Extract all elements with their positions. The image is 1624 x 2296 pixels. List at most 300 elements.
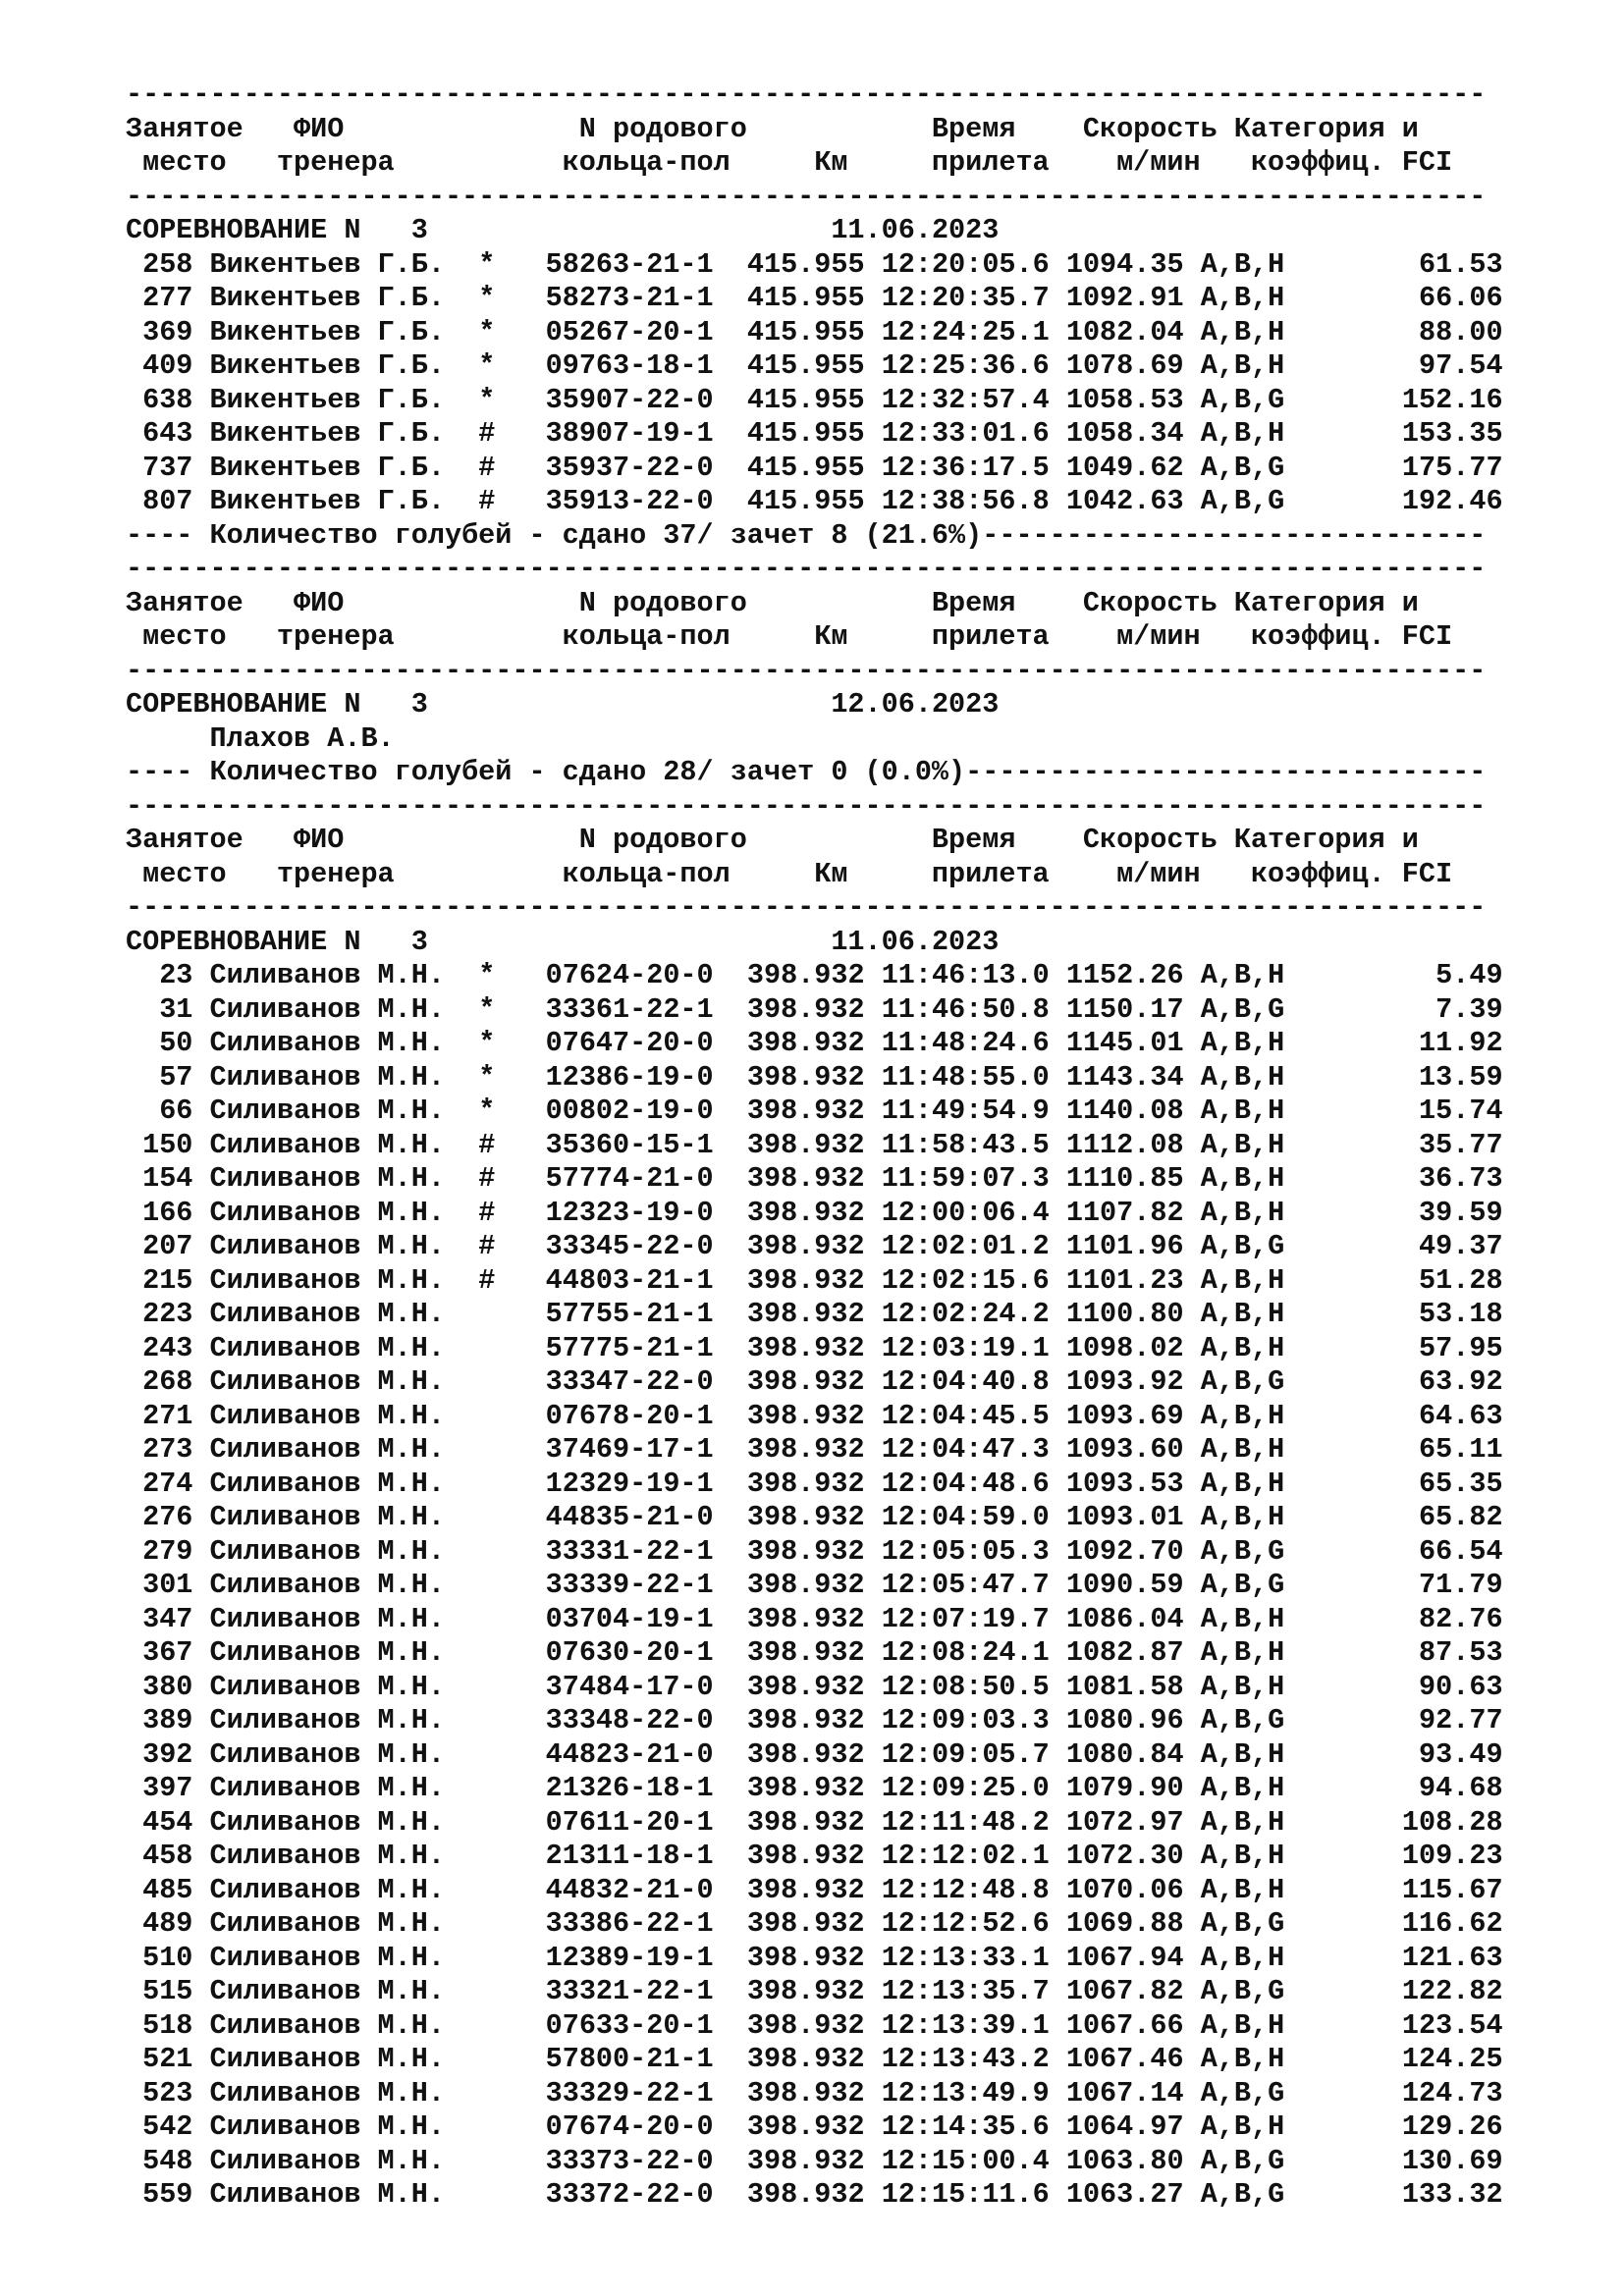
result-row xyxy=(126,1061,1503,1095)
distance-km: 398.932 xyxy=(746,1196,865,1229)
distance-km: 398.932 xyxy=(746,1230,865,1262)
fci-coefficient: 63.92 xyxy=(1318,1365,1503,1398)
category: A,B,G xyxy=(1200,1704,1319,1736)
arrival-time: 12:09:03.3 xyxy=(881,1704,1050,1736)
mark: * xyxy=(478,247,496,281)
ring-number: 12329-19-1 xyxy=(545,1467,714,1500)
fci-coefficient: 65.82 xyxy=(1318,1501,1503,1533)
result-row xyxy=(126,993,1503,1028)
place: 515 xyxy=(126,1975,193,2007)
speed: 1107.82 xyxy=(1065,1196,1184,1229)
result-row xyxy=(126,1907,1503,1942)
distance-km: 398.932 xyxy=(746,2008,865,2042)
ring-number: 57775-21-1 xyxy=(545,1331,714,1364)
distance-km: 398.932 xyxy=(746,1399,865,1432)
distance-km: 415.955 xyxy=(746,315,865,348)
place: 559 xyxy=(126,2178,193,2211)
competition-title: СОРЕВНОВАНИЕ N 3 xyxy=(126,688,428,721)
ring-number: 33347-22-0 xyxy=(545,1365,714,1398)
result-row xyxy=(126,1874,1503,1908)
category: A,B,H xyxy=(1200,1467,1319,1500)
trainer-name: Силиванов М.Н. xyxy=(209,1128,462,1161)
distance-km: 398.932 xyxy=(746,1501,865,1533)
category: A,B,H xyxy=(1200,959,1319,991)
fci-coefficient: 97.54 xyxy=(1318,349,1503,382)
category: A,B,G xyxy=(1200,485,1319,517)
ring-number: 35913-22-0 xyxy=(545,485,714,517)
ring-number: 57800-21-1 xyxy=(545,2043,714,2075)
arrival-time: 12:09:25.0 xyxy=(881,1772,1050,1804)
ring-number: 44832-21-0 xyxy=(545,1873,714,1906)
distance-km: 398.932 xyxy=(746,2110,865,2143)
arrival-time: 12:04:48.6 xyxy=(881,1467,1050,1500)
speed: 1094.35 xyxy=(1065,247,1184,281)
arrival-time: 12:03:19.1 xyxy=(881,1331,1050,1364)
fci-coefficient: 49.37 xyxy=(1318,1230,1503,1262)
arrival-time: 12:02:24.2 xyxy=(881,1298,1050,1330)
trainer-name: Силиванов М.Н. xyxy=(209,1467,462,1500)
place: 258 xyxy=(126,247,193,281)
distance-km: 398.932 xyxy=(746,1737,865,1771)
fci-coefficient: 124.25 xyxy=(1318,2043,1503,2075)
place: 273 xyxy=(126,1433,193,1466)
speed: 1101.96 xyxy=(1065,1230,1184,1262)
ring-number: 33372-22-0 xyxy=(545,2178,714,2211)
category: A,B,H xyxy=(1200,1501,1319,1533)
competition-date: 11.06.2023 xyxy=(831,214,1000,246)
mark xyxy=(478,1298,495,1330)
category: A,B,H xyxy=(1200,349,1319,382)
distance-km: 398.932 xyxy=(746,1128,865,1161)
place: 643 xyxy=(126,417,193,450)
category: A,B,G xyxy=(1200,1230,1319,1262)
distance-km: 398.932 xyxy=(746,1060,865,1094)
category: A,B,H xyxy=(1200,1737,1319,1771)
arrival-time: 12:20:35.7 xyxy=(881,282,1050,314)
trainer-name: Силиванов М.Н. xyxy=(209,2110,462,2143)
distance-km: 398.932 xyxy=(746,1873,865,1906)
ring-number: 05267-20-1 xyxy=(545,315,714,348)
ring-number: 07674-20-0 xyxy=(545,2110,714,2143)
fci-coefficient: 82.76 xyxy=(1318,1602,1503,1635)
trainer-name: Силиванов М.Н. xyxy=(209,1737,462,1771)
ring-number: 33373-22-0 xyxy=(545,2144,714,2177)
arrival-time: 12:13:39.1 xyxy=(881,2008,1050,2042)
arrival-time: 11:58:43.5 xyxy=(881,1128,1050,1161)
speed: 1093.60 xyxy=(1065,1433,1184,1466)
distance-km: 398.932 xyxy=(746,1840,865,1872)
fci-coefficient: 94.68 xyxy=(1318,1772,1503,1804)
ring-number: 57774-21-0 xyxy=(545,1162,714,1195)
trainer-name: Силиванов М.Н. xyxy=(209,1433,462,1466)
category: A,B,H xyxy=(1200,1263,1319,1297)
trainer-name: Викентьев Г.Б. xyxy=(209,451,462,484)
place: 638 xyxy=(126,383,193,416)
category: A,B,G xyxy=(1200,2178,1319,2211)
results-report xyxy=(126,79,1503,2213)
competition-line xyxy=(126,688,1503,722)
result-row xyxy=(126,2077,1503,2111)
fci-coefficient: 153.35 xyxy=(1318,417,1503,450)
category: A,B,H xyxy=(1200,1873,1319,1906)
fci-coefficient: 130.69 xyxy=(1318,2144,1503,2177)
distance-km: 398.932 xyxy=(746,1975,865,2007)
trainer-name: Силиванов М.Н. xyxy=(209,1975,462,2007)
result-row xyxy=(126,1501,1503,1535)
trainer-name: Силиванов М.Н. xyxy=(209,1230,462,1262)
ring-number: 33339-22-1 xyxy=(545,1569,714,1601)
result-row xyxy=(126,2145,1503,2179)
mark xyxy=(478,1907,495,1940)
category: A,B,H xyxy=(1200,1060,1319,1094)
place: 276 xyxy=(126,1501,193,1533)
arrival-time: 12:32:57.4 xyxy=(881,383,1050,416)
ring-number: 33321-22-1 xyxy=(545,1975,714,2007)
ring-number: 33329-22-1 xyxy=(545,2076,714,2109)
fci-coefficient: 133.32 xyxy=(1318,2178,1503,2211)
ring-number: 21311-18-1 xyxy=(545,1840,714,1872)
ring-number: 35937-22-0 xyxy=(545,451,714,484)
distance-km: 398.932 xyxy=(746,1805,865,1839)
arrival-time: 11:46:50.8 xyxy=(881,992,1050,1026)
summary-line: ---- Количество голубей - сдано 37/ зачет 8 (21.6%)------------------------------ xyxy=(126,518,1487,552)
distance-km: 398.932 xyxy=(746,1941,865,1974)
mark xyxy=(478,2009,495,2042)
place: 369 xyxy=(126,315,193,348)
speed: 1152.26 xyxy=(1065,959,1184,991)
speed: 1080.84 xyxy=(1065,1737,1184,1771)
ring-number: 12323-19-0 xyxy=(545,1196,714,1229)
distance-km: 415.955 xyxy=(746,383,865,416)
speed: 1064.97 xyxy=(1065,2110,1184,2143)
result-row xyxy=(126,417,1503,452)
arrival-time: 12:04:45.5 xyxy=(881,1399,1050,1432)
ring-number: 33386-22-1 xyxy=(545,1907,714,1940)
trainer-name: Силиванов М.Н. xyxy=(209,1331,462,1364)
trainer-name: Силиванов М.Н. xyxy=(209,2144,462,2177)
speed: 1093.53 xyxy=(1065,1467,1184,1500)
speed: 1067.82 xyxy=(1065,1975,1184,2007)
category: A,B,H xyxy=(1200,247,1319,281)
result-row xyxy=(126,384,1503,418)
fci-coefficient: 87.53 xyxy=(1318,1636,1503,1669)
category: A,B,H xyxy=(1200,1027,1319,1059)
fci-coefficient: 124.73 xyxy=(1318,2076,1503,2109)
mark xyxy=(478,2043,495,2075)
fci-coefficient: 65.11 xyxy=(1318,1433,1503,1466)
speed: 1067.14 xyxy=(1065,2076,1184,2109)
speed: 1090.59 xyxy=(1065,1569,1184,1601)
arrival-time: 12:07:19.7 xyxy=(881,1602,1050,1635)
trainer-name: Силиванов М.Н. xyxy=(209,1636,462,1669)
place: 277 xyxy=(126,282,193,314)
mark: * xyxy=(478,1027,496,1059)
mark xyxy=(478,1704,495,1736)
speed: 1049.62 xyxy=(1065,451,1184,484)
distance-km: 415.955 xyxy=(746,485,865,517)
divider: --------------------------------------------------------------------------------- xyxy=(126,654,1487,687)
speed: 1058.53 xyxy=(1065,383,1184,416)
mark xyxy=(478,1400,495,1432)
category: A,B,H xyxy=(1200,1433,1319,1466)
place: 66 xyxy=(126,1095,193,1127)
arrival-time: 12:02:15.6 xyxy=(881,1263,1050,1297)
fci-coefficient: 57.95 xyxy=(1318,1331,1503,1364)
fci-coefficient: 109.23 xyxy=(1318,1840,1503,1872)
category: A,B,H xyxy=(1200,2008,1319,2042)
divider: --------------------------------------------------------------------------------- xyxy=(126,789,1487,823)
mark: * xyxy=(478,1095,496,1127)
speed: 1067.94 xyxy=(1065,1941,1184,1974)
arrival-time: 12:11:48.2 xyxy=(881,1805,1050,1839)
fci-coefficient: 90.63 xyxy=(1318,1670,1503,1703)
trainer-name: Викентьев Г.Б. xyxy=(209,315,462,348)
result-row xyxy=(126,349,1503,384)
result-row xyxy=(126,1840,1503,1874)
category: A,B,H xyxy=(1200,1399,1319,1432)
place: 154 xyxy=(126,1162,193,1195)
place: 274 xyxy=(126,1467,193,1500)
trainer-name: Силиванов М.Н. xyxy=(209,1263,462,1297)
mark: * xyxy=(478,1060,496,1094)
trainer-name: Силиванов М.Н. xyxy=(209,1501,462,1533)
distance-km: 398.932 xyxy=(746,1772,865,1804)
distance-km: 398.932 xyxy=(746,2144,865,2177)
category: A,B,H xyxy=(1200,315,1319,348)
category: A,B,H xyxy=(1200,417,1319,450)
fci-coefficient: 66.54 xyxy=(1318,1534,1503,1568)
place: 521 xyxy=(126,2043,193,2075)
mark xyxy=(478,2110,495,2143)
distance-km: 398.932 xyxy=(746,2043,865,2075)
category: A,B,H xyxy=(1200,2110,1319,2143)
distance-km: 398.932 xyxy=(746,992,865,1026)
place: 737 xyxy=(126,451,193,484)
ring-number: 44823-21-0 xyxy=(545,1737,714,1771)
arrival-time: 12:05:47.7 xyxy=(881,1569,1050,1601)
trainer-name: Викентьев Г.Б. xyxy=(209,349,462,382)
distance-km: 398.932 xyxy=(746,1534,865,1568)
speed: 1110.85 xyxy=(1065,1162,1184,1195)
mark: # xyxy=(478,485,496,517)
mark: # xyxy=(478,1162,496,1195)
trainer-name: Силиванов М.Н. xyxy=(209,1840,462,1872)
arrival-time: 12:24:25.1 xyxy=(881,315,1050,348)
divider: --------------------------------------------------------------------------------- xyxy=(126,79,1487,111)
ring-number: 33348-22-0 xyxy=(545,1704,714,1736)
category: A,B,G xyxy=(1200,1975,1319,2007)
arrival-time: 12:08:24.1 xyxy=(881,1636,1050,1669)
trainer-name: Силиванов М.Н. xyxy=(209,1569,462,1601)
arrival-time: 12:08:50.5 xyxy=(881,1670,1050,1703)
ring-number: 58273-21-1 xyxy=(545,282,714,314)
category: A,B,H xyxy=(1200,1095,1319,1127)
divider: --------------------------------------------------------------------------------- xyxy=(126,553,1487,585)
category: A,B,G xyxy=(1200,383,1319,416)
mark xyxy=(478,1535,495,1568)
mark xyxy=(478,1874,495,1906)
fci-coefficient: 51.28 xyxy=(1318,1263,1503,1297)
mark: * xyxy=(478,992,496,1026)
gap xyxy=(428,688,831,721)
distance-km: 398.932 xyxy=(746,1095,865,1127)
distance-km: 398.932 xyxy=(746,1331,865,1364)
result-row xyxy=(126,1264,1503,1299)
mark xyxy=(478,1942,495,1974)
fci-coefficient: 36.73 xyxy=(1318,1162,1503,1195)
trainer-name: Силиванов М.Н. xyxy=(209,1196,462,1229)
ring-number: 07647-20-0 xyxy=(545,1027,714,1059)
fci-coefficient: 88.00 xyxy=(1318,315,1503,348)
result-row xyxy=(126,2178,1503,2213)
place: 268 xyxy=(126,1365,193,1398)
result-row xyxy=(126,485,1503,519)
mark xyxy=(478,1806,495,1839)
category: A,B,H xyxy=(1200,1162,1319,1195)
speed: 1101.23 xyxy=(1065,1263,1184,1297)
category: A,B,G xyxy=(1200,2076,1319,2109)
result-row xyxy=(126,1603,1503,1637)
category: A,B,H xyxy=(1200,1298,1319,1330)
category: A,B,G xyxy=(1200,1907,1319,1940)
speed: 1078.69 xyxy=(1065,349,1184,382)
fci-coefficient: 116.62 xyxy=(1318,1907,1503,1940)
arrival-time: 11:48:55.0 xyxy=(881,1060,1050,1094)
result-row xyxy=(126,1162,1503,1197)
place: 207 xyxy=(126,1230,193,1262)
trainer-name: Викентьев Г.Б. xyxy=(209,247,462,281)
category: A,B,H xyxy=(1200,1670,1319,1703)
arrival-time: 12:20:05.6 xyxy=(881,247,1050,281)
fci-coefficient: 66.06 xyxy=(1318,282,1503,314)
speed: 1058.34 xyxy=(1065,417,1184,450)
mark: * xyxy=(478,959,496,991)
trainer-name: Силиванов М.Н. xyxy=(209,1941,462,1974)
mark: # xyxy=(478,1263,496,1297)
mark: * xyxy=(478,349,496,382)
category: A,B,H xyxy=(1200,1128,1319,1161)
mark xyxy=(478,1636,495,1669)
place: 510 xyxy=(126,1941,193,1974)
distance-km: 415.955 xyxy=(746,282,865,314)
category: A,B,H xyxy=(1200,2043,1319,2075)
speed: 1140.08 xyxy=(1065,1095,1184,1127)
place: 31 xyxy=(126,992,193,1026)
ring-number: 37484-17-0 xyxy=(545,1670,714,1703)
place: 347 xyxy=(126,1602,193,1635)
fci-coefficient: 53.18 xyxy=(1318,1298,1503,1330)
result-row xyxy=(126,1569,1503,1603)
place: 279 xyxy=(126,1534,193,1568)
speed: 1081.58 xyxy=(1065,1670,1184,1703)
speed: 1079.90 xyxy=(1065,1772,1184,1804)
place: 807 xyxy=(126,485,193,517)
mark xyxy=(478,1772,495,1804)
trainer-name: Силиванов М.Н. xyxy=(209,1873,462,1906)
place: 458 xyxy=(126,1840,193,1872)
ring-number: 12389-19-1 xyxy=(545,1941,714,1974)
column-header: Занятое ФИО N родового Время Скорость Категория и xyxy=(126,586,1419,619)
result-row xyxy=(126,1806,1503,1841)
result-row xyxy=(126,1197,1503,1231)
arrival-time: 12:09:05.7 xyxy=(881,1737,1050,1771)
result-row xyxy=(126,1636,1503,1671)
arrival-time: 12:13:49.9 xyxy=(881,2076,1050,2109)
ring-number: 00802-19-0 xyxy=(545,1095,714,1127)
fci-coefficient: 129.26 xyxy=(1318,2110,1503,2143)
ring-number: 35907-22-0 xyxy=(545,383,714,416)
ring-number: 58263-21-1 xyxy=(545,247,714,281)
arrival-time: 12:05:05.3 xyxy=(881,1534,1050,1568)
trainer-name: Викентьев Г.Б. xyxy=(209,485,462,517)
result-row xyxy=(126,2110,1503,2145)
fci-coefficient: 11.92 xyxy=(1318,1027,1503,1059)
place: 57 xyxy=(126,1060,193,1094)
ring-number: 07678-20-1 xyxy=(545,1399,714,1432)
arrival-time: 11:49:54.9 xyxy=(881,1095,1050,1127)
competition-date: 12.06.2023 xyxy=(831,688,1000,721)
ring-number: 35360-15-1 xyxy=(545,1128,714,1161)
distance-km: 398.932 xyxy=(746,1298,865,1330)
summary-line: ---- Количество голубей - сдано 28/ зачет 0 (0.0%)------------------------------- xyxy=(126,756,1487,788)
place: 50 xyxy=(126,1027,193,1059)
fci-coefficient: 64.63 xyxy=(1318,1399,1503,1432)
mark xyxy=(478,1840,495,1872)
mark xyxy=(478,1603,495,1635)
place: 23 xyxy=(126,959,193,991)
result-row xyxy=(126,2009,1503,2044)
arrival-time: 12:15:00.4 xyxy=(881,2144,1050,2177)
distance-km: 398.932 xyxy=(746,1636,865,1669)
distance-km: 398.932 xyxy=(746,1602,865,1635)
distance-km: 398.932 xyxy=(746,1433,865,1466)
speed: 1145.01 xyxy=(1065,1027,1184,1059)
ring-number: 07611-20-1 xyxy=(545,1805,714,1839)
result-row xyxy=(126,1535,1503,1570)
distance-km: 415.955 xyxy=(746,451,865,484)
speed: 1150.17 xyxy=(1065,992,1184,1026)
category: A,B,G xyxy=(1200,1569,1319,1601)
competition-title: СОРЕВНОВАНИЕ N 3 xyxy=(126,214,428,246)
speed: 1112.08 xyxy=(1065,1128,1184,1161)
trainer-name: Силиванов М.Н. xyxy=(209,1399,462,1432)
trainer-name: Силиванов М.Н. xyxy=(209,1704,462,1736)
distance-km: 398.932 xyxy=(746,1907,865,1940)
category: A,B,H xyxy=(1200,1196,1319,1229)
result-row xyxy=(126,1230,1503,1264)
result-row xyxy=(126,1332,1503,1366)
trainer-name: Силиванов М.Н. xyxy=(209,1907,462,1940)
mark xyxy=(478,1468,495,1500)
fci-coefficient: 192.46 xyxy=(1318,485,1503,517)
category: A,B,H xyxy=(1200,1840,1319,1872)
arrival-time: 12:14:35.6 xyxy=(881,2110,1050,2143)
mark xyxy=(478,2077,495,2109)
column-header: место тренера кольца-пол Км прилета м/мин коэффиц. FCI xyxy=(126,857,1453,890)
trainer-name: Викентьев Г.Б. xyxy=(209,383,462,416)
fci-coefficient: 152.16 xyxy=(1318,383,1503,416)
mark: # xyxy=(478,451,496,484)
competition-date: 11.06.2023 xyxy=(831,925,1000,958)
distance-km: 398.932 xyxy=(746,1365,865,1398)
speed: 1093.01 xyxy=(1065,1501,1184,1533)
fci-coefficient: 123.54 xyxy=(1318,2008,1503,2042)
place: 489 xyxy=(126,1907,193,1940)
result-row xyxy=(126,1975,1503,2009)
ring-number: 38907-19-1 xyxy=(545,417,714,450)
place: 548 xyxy=(126,2144,193,2177)
speed: 1093.69 xyxy=(1065,1399,1184,1432)
